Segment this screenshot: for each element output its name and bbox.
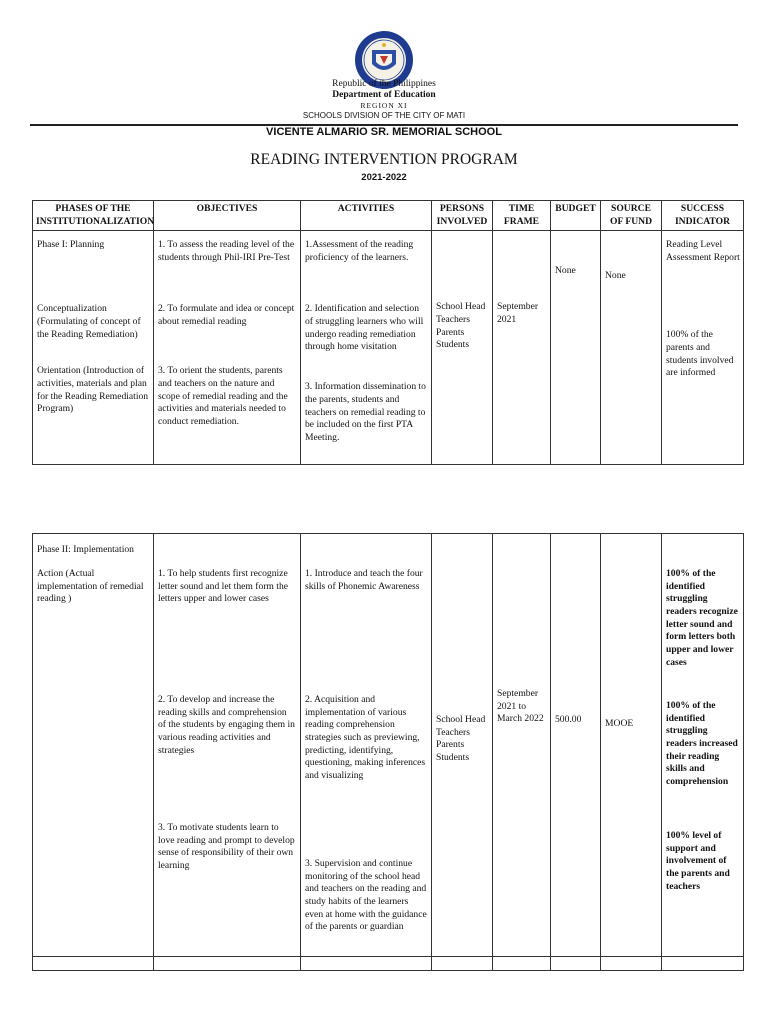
phase1-phases-cell [33,231,154,465]
phase1-persons: School Head Teachers Parents Students [436,301,486,351]
phase2-objective-2: 2. To develop and increase the reading skills and comprehension of the students by engaging them in various reading activities and strategies [158,694,295,756]
conceptualization-block [37,303,150,341]
phase1-source: None [605,270,626,282]
phase1-objective-2: 2. To formulate and idea or concept about remedial reading [158,303,295,327]
phase1-activity-3: 3. Information dissemination to the parents, students and teachers on remedial reading to be included on the first PTA Meeting. [305,381,426,443]
action-desc: (Actual implementation of remedial reading ) [37,568,144,605]
phase1-persons-cell [432,231,493,465]
phase1-activities-cell [301,231,432,465]
empty-cell [493,957,551,971]
school-name: VICENTE ALMARIO SR. MEMORIAL SCHOOL [266,126,502,138]
header-objectives: OBJECTIVES [154,201,301,231]
phase1-table [32,200,744,465]
phase2-title: Phase II: Implementation [37,544,134,555]
phase2-success-3: 100% level of support and involvement of the parents and teachers [666,830,730,892]
phase1-budget: None [555,265,576,277]
phase2-success-1: 100% of the identified struggling readers recognize letter sound and form letters both upper and lower cases [666,568,738,668]
phase1-objective-1: 1. To assess the reading level of the students through Phil-IRI Pre-Test [158,239,295,263]
phase2-time-cell [493,534,551,957]
phase2-persons: School Head Teachers Parents Students [436,714,486,763]
department-line: Department of Education [332,90,436,100]
phase2-budget-cell [551,534,601,957]
phase1-success-cell [662,231,744,465]
phase2-objectives-cell [154,534,301,957]
orientation-desc: (Introduction of activities, materials and plan for the Reading Remediation Program) [37,365,149,415]
phase2-source-cell [601,534,662,957]
header-phases: PHASES OF THE INSTITUTIONALIZATION [33,201,154,231]
phase1-title: Phase I: Planning [37,239,105,251]
phase1-budget-cell [551,231,601,465]
phase2-activity-1: 1. Introduce and teach the four skills of Phonemic Awareness [305,568,423,592]
phase2-budget: 500.00 [555,714,582,725]
header-source: SOURCE OF FUND [601,201,662,231]
region-line: REGION XI [360,101,408,110]
header-row [33,201,744,231]
phase2-source: MOOE [605,718,634,729]
phase2-persons-cell [432,534,493,957]
phase2-activity-2: 2. Acquisition and implementation of various reading comprehension strategies such as previewing, predicting, identifying, questioning, making inferences and visualizing [305,694,426,781]
action-label: Action [37,568,64,579]
header-budget: BUDGET [551,201,601,231]
phase1-objectives-cell [154,231,301,465]
program-title: READING INTERVENTION PROGRAM [250,151,518,168]
empty-cell [301,957,432,971]
phase1-time: September 2021 [497,301,539,325]
empty-cell [601,957,662,971]
empty-cell [432,957,493,971]
header-time: TIME FRAME [493,201,551,231]
phase2-objective-1: 1. To help students first recognize letter sound and let them form the letters upper and lower cases [158,568,289,605]
phase2-success-2: 100% of the identified struggling readers increased their reading skills and comprehension [666,700,738,787]
phase2-activities-cell [301,534,432,957]
phase2-activity-3: 3. Supervision and continue monitoring of the school head and teachers on the reading and study habits of the learners even at home with the guidance of the parents or guardian [305,858,427,933]
republic-line: Republic of the Philippines [332,79,436,89]
empty-cell [662,957,744,971]
header-activities: ACTIVITIES [301,201,432,231]
empty-cell [154,957,301,971]
phase2-phases-cell [33,534,154,957]
phase2-row [33,534,744,957]
phase2-objective-3: 3. To motivate students learn to love reading and prompt to develop sense of responsibility of their own learning [158,822,295,871]
phase1-source-cell [601,231,662,465]
empty-cell [551,957,601,971]
header-success: SUCCESS INDICATOR [662,201,744,231]
school-year: 2021-2022 [361,172,407,183]
phase1-objective-3: 3. To orient the students, parents and teachers on the nature and scope of remedial reading and the activities and materials needed to conduct remediation. [158,365,288,427]
phase1-time-cell [493,231,551,465]
phase1-success-2: 100% of the parents and students involved are informed [666,329,734,379]
phase1-row [33,231,744,465]
header-persons: PERSONS INVOLVED [432,201,493,231]
phase2-time: September 2021 to March 2022 [497,688,544,725]
phase1-activity-2: 2. Identification and selection of struggling learners who will undergo reading remediation through home visitation [305,303,424,353]
phase2-table [32,533,744,971]
empty-row [33,957,744,971]
conceptualization-desc: (Formulating of concept of the Reading Remediation) [37,315,141,340]
action-block [37,568,150,606]
conceptualization-label: Conceptualization [37,303,107,315]
phase1-success-1: Reading Level Assessment Report [666,239,740,263]
division-line: SCHOOLS DIVISION OF THE CITY OF MATI [302,111,466,120]
phase1-activity-1: 1.Assessment of the reading proficiency of the learners. [305,239,414,263]
phase2-success-cell [662,534,744,957]
orientation-block [37,365,150,416]
orientation-label: Orientation [37,365,81,377]
empty-cell [33,957,154,971]
